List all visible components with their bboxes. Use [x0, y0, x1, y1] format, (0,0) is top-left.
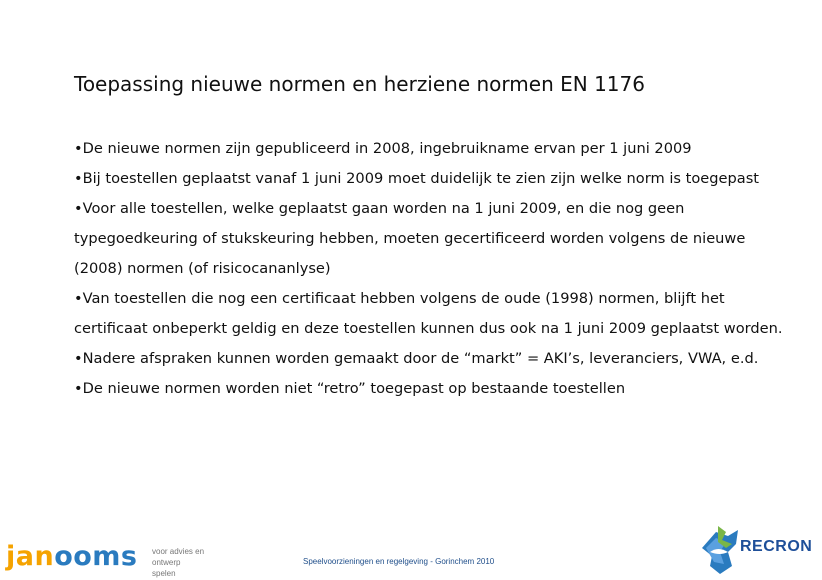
- bullet-item: •Nadere afspraken kunnen worden gemaakt door de “markt” = AKI’s, leveranciers, VWA, e.d.: [74, 350, 759, 367]
- janooms-tagline: voor advies en ontwerp spelen: [152, 547, 205, 578]
- bullet-item: •Van toestellen die nog een certificaat hebben volgens de oude (1998) normen, blijft het certificaat onbeperkt geldig en deze toestellen kunnen dus ook na 1 juni 2009 geplaatst worden.: [74, 290, 783, 337]
- janooms-logo: [6, 540, 206, 576]
- bullet-item: •Voor alle toestellen, welke geplaatst gaan worden na 1 juni 2009, en die nog geen typegoedkeuring of stukskeuring hebben, moeten gecertificeerd worden volgens de nieuwe (2008) normen (of risicocananlyse): [74, 200, 746, 277]
- bullet-item: •De nieuwe normen zijn gepubliceerd in 2008, ingebruikname ervan per 1 juni 2009: [74, 140, 692, 157]
- janooms-wordmark-jan: jan: [6, 541, 55, 572]
- footer-text: Speelvoorzieningen en regelgeving - Gorinchem 2010: [303, 557, 495, 566]
- recron-wordmark: RECRON: [740, 538, 813, 555]
- recron-emblem-icon: [698, 522, 742, 576]
- janooms-wordmark: [6, 540, 138, 574]
- janooms-wordmark-ooms: ooms: [54, 541, 138, 572]
- recron-logo: [698, 522, 822, 576]
- slide-title: Toepassing nieuwe normen en herziene normen EN 1176: [74, 72, 645, 96]
- bullet-list: [74, 134, 794, 404]
- bullet-item: •Bij toestellen geplaatst vanaf 1 juni 2009 moet duidelijk te zien zijn welke norm is toegepast: [74, 170, 760, 187]
- bullet-item: •De nieuwe normen worden niet “retro” toegepast op bestaande toestellen: [74, 380, 626, 397]
